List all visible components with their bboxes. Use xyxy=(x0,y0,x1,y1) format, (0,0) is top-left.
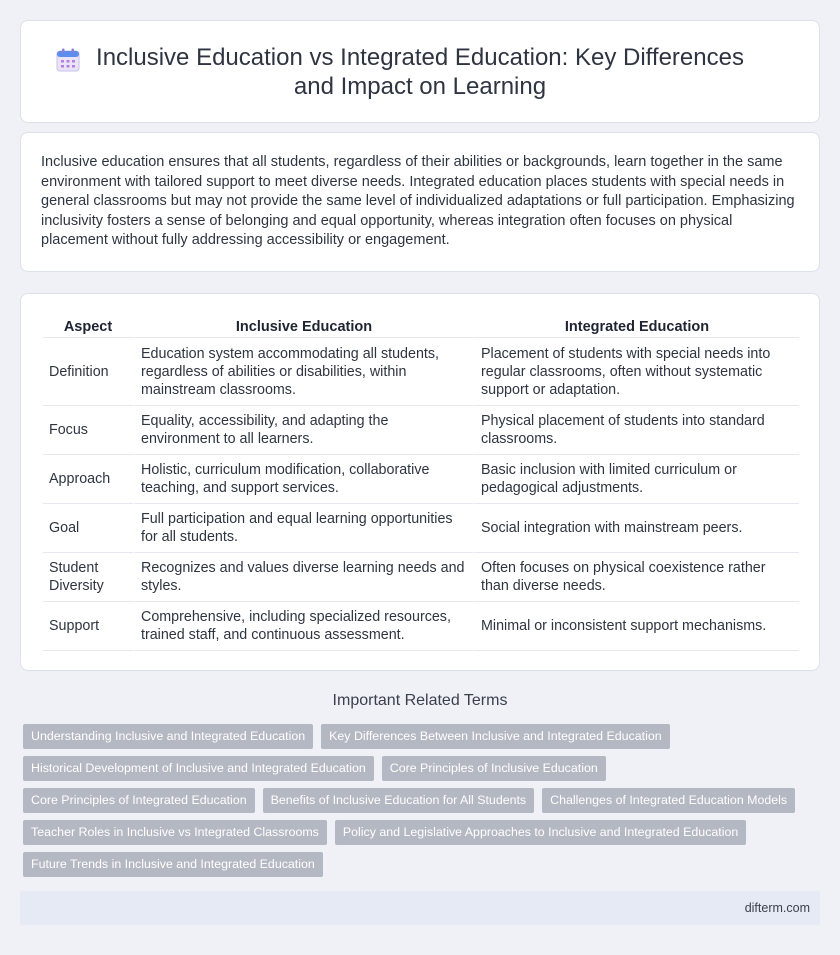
related-term-tag[interactable]: Understanding Inclusive and Integrated Education xyxy=(23,724,313,749)
footer-site-link[interactable]: difterm.com xyxy=(744,901,810,915)
row-integrated: Placement of students with special needs into regular classrooms, often without systematic support or adaptation. xyxy=(473,338,799,406)
header xyxy=(21,21,819,122)
related-term-tag[interactable]: Historical Development of Inclusive and Integrated Education xyxy=(23,756,374,781)
row-aspect: Definition xyxy=(43,338,133,406)
table-row xyxy=(43,455,799,504)
row-aspect: Approach xyxy=(43,455,133,504)
related-term-tag[interactable]: Teacher Roles in Inclusive vs Integrated Classrooms xyxy=(23,820,327,845)
row-integrated: Basic inclusion with limited curriculum or pedagogical adjustments. xyxy=(473,455,799,504)
row-inclusive: Holistic, curriculum modification, collaborative teaching, and support services. xyxy=(133,455,473,504)
related-term-tag[interactable]: Policy and Legislative Approaches to Inclusive and Integrated Education xyxy=(335,820,746,845)
header-aspect: Aspect xyxy=(43,314,133,338)
row-integrated: Physical placement of students into standard classrooms. xyxy=(473,406,799,455)
row-integrated: Often focuses on physical coexistence rather than diverse needs. xyxy=(473,553,799,602)
row-integrated: Social integration with mainstream peers. xyxy=(473,504,799,553)
intro-card xyxy=(20,132,820,272)
calendar-icon xyxy=(55,47,81,73)
related-term-tag[interactable]: Core Principles of Inclusive Education xyxy=(382,756,606,781)
related-terms-list xyxy=(23,724,823,884)
row-inclusive: Comprehensive, including specialized resources, trained staff, and continuous assessment. xyxy=(133,602,473,651)
header-inclusive: Inclusive Education xyxy=(133,314,473,338)
table-row xyxy=(43,504,799,553)
comparison-table xyxy=(43,314,799,651)
row-integrated: Minimal or inconsistent support mechanisms. xyxy=(473,602,799,651)
table-header-row xyxy=(43,314,799,338)
row-inclusive: Equality, accessibility, and adapting the environment to all learners. xyxy=(133,406,473,455)
intro-paragraph: Inclusive education ensures that all students, regardless of their abilities or backgrounds, learn together in the same environment with tailored support to meet diverse needs. Integrated education places students with special needs in general classrooms but may not provide the same level of individualized adaptations or full participation. Emphasizing inclusivity fosters a sense of belonging and equal opportunity, whereas integration often focuses on physical placement without fully addressing accessibility or engagement. xyxy=(41,154,795,249)
comparison-table-card xyxy=(20,293,820,671)
related-term-tag[interactable]: Benefits of Inclusive Education for All Students xyxy=(263,788,535,813)
table-row xyxy=(43,602,799,651)
row-aspect: Focus xyxy=(43,406,133,455)
table-row xyxy=(43,338,799,406)
footer xyxy=(20,891,820,925)
row-aspect: Support xyxy=(43,602,133,651)
related-term-tag[interactable]: Future Trends in Inclusive and Integrated Education xyxy=(23,852,323,877)
row-inclusive: Education system accommodating all students, regardless of abilities or disabilities, within mainstream classrooms. xyxy=(133,338,473,406)
row-aspect: Student Diversity xyxy=(43,553,133,602)
row-inclusive: Full participation and equal learning opportunities for all students. xyxy=(133,504,473,553)
related-term-tag[interactable]: Key Differences Between Inclusive and Integrated Education xyxy=(321,724,669,749)
related-terms-heading: Important Related Terms xyxy=(332,692,508,709)
row-inclusive: Recognizes and values diverse learning needs and styles. xyxy=(133,553,473,602)
header-integrated: Integrated Education xyxy=(473,314,799,338)
related-term-tag[interactable]: Core Principles of Integrated Education xyxy=(23,788,255,813)
row-aspect: Goal xyxy=(43,504,133,553)
page-title: Inclusive Education vs Integrated Education: Key Differences and Impact on Learning xyxy=(96,43,744,100)
table-row xyxy=(43,553,799,602)
table-row xyxy=(43,406,799,455)
header-card xyxy=(20,20,820,123)
related-term-tag[interactable]: Challenges of Integrated Education Models xyxy=(542,788,795,813)
